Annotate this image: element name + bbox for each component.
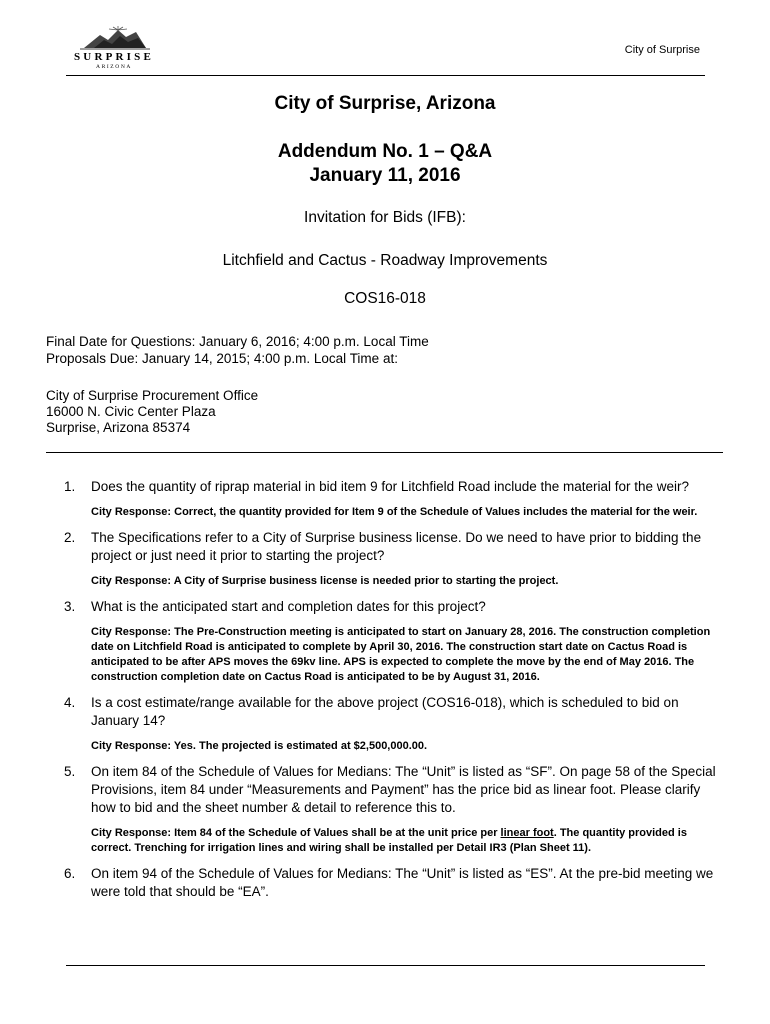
question-text: The Specifications refer to a City of Surprise business license. Do we need to have prior to bidding the project or just need it prior to starting the project? [91, 530, 702, 563]
city-response [91, 826, 724, 856]
office-city: Surprise, Arizona 85374 [46, 420, 191, 435]
city-response: City Response: Yes. The projected is estimated at $2,500,000.00. [91, 740, 428, 752]
qa-list [64, 478, 724, 910]
city-response: City Response: The Pre-Construction meeting is anticipated to start on January 28, 2016. The construction completion date on Litchfield Road is anticipated to complete by April 30, 2016. The construction start date on Cactus Road is anticipated to be after APS moves the 69kv line. APS is expected to complete the move by the end of May 2016. The construction completion date on Cactus Road is anticipated to be by August 31, 2016. [91, 626, 711, 683]
footer-divider [66, 965, 705, 966]
section-divider [46, 452, 723, 453]
logo-wordmark: SURPRISE [73, 51, 154, 63]
final-date-line: Final Date for Questions: January 6, 2016; 4:00 p.m. Local Time [46, 334, 429, 349]
question-number: 2. [64, 530, 76, 545]
qa-item [64, 529, 724, 589]
question-number: 5. [64, 764, 76, 779]
question-text: On item 94 of the Schedule of Values for Medians: The “Unit” is listed as “ES”. At the pre-bid meeting we were told that should be “EA”. [91, 866, 714, 899]
qa-item [64, 598, 724, 685]
underlined-term: linear foot [500, 827, 554, 839]
question-number: 6. [64, 866, 76, 881]
qa-item [64, 865, 724, 901]
office-name: City of Surprise Procurement Office [46, 388, 259, 403]
question-text: On item 84 of the Schedule of Values for Medians: The “Unit” is listed as “SF”. On page 58 of the Special Provisions, item 84 under “Measurements and Payment” has the price bid as linear foot. Please clarify how to bid and the sheet number & detail to reference this to. [91, 764, 716, 815]
document-title: City of Surprise, Arizona [274, 93, 496, 114]
addendum-title: Addendum No. 1 – Q&A [277, 141, 493, 162]
response-text: City Response: Item 84 of the Schedule of Values shall be at the unit price per [91, 827, 501, 839]
response-text: . The quantity provided is correct. Trenching for irrigation lines and wiring shall be installed per Detail IR3 (Plan Sheet 11). [91, 827, 687, 854]
project-name: Litchfield and Cactus - Roadway Improvements [222, 252, 548, 269]
header-divider [66, 75, 705, 76]
question-text: Does the quantity of riprap material in bid item 9 for Litchfield Road include the material for the weir? [91, 479, 690, 494]
question-number: 3. [64, 599, 76, 614]
ifb-label: Invitation for Bids (IFB): [304, 209, 466, 226]
city-response: City Response: Correct, the quantity provided for Item 9 of the Schedule of Values includes the material for the weir. [91, 506, 698, 518]
logo-subtitle: ARIZONA [96, 64, 132, 70]
mountain-logo-icon [66, 26, 162, 50]
qa-item [64, 763, 724, 856]
office-street: 16000 N. Civic Center Plaza [46, 404, 216, 419]
city-logo [66, 26, 162, 76]
city-response: City Response: A City of Surprise business license is needed prior to starting the project. [91, 575, 559, 587]
question-number: 1. [64, 479, 76, 494]
header-organization: City of Surprise [624, 44, 700, 56]
question-number: 4. [64, 695, 76, 710]
question-text: Is a cost estimate/range available for the above project (COS16-018), which is scheduled to bid on January 14? [91, 695, 679, 728]
addendum-date: January 11, 2016 [309, 165, 461, 186]
qa-item [64, 694, 724, 754]
qa-item [64, 478, 724, 520]
proposals-due-line: Proposals Due: January 14, 2015; 4:00 p.m. Local Time at: [46, 351, 398, 366]
project-number: COS16-018 [344, 290, 426, 307]
question-text: What is the anticipated start and completion dates for this project? [91, 599, 486, 614]
